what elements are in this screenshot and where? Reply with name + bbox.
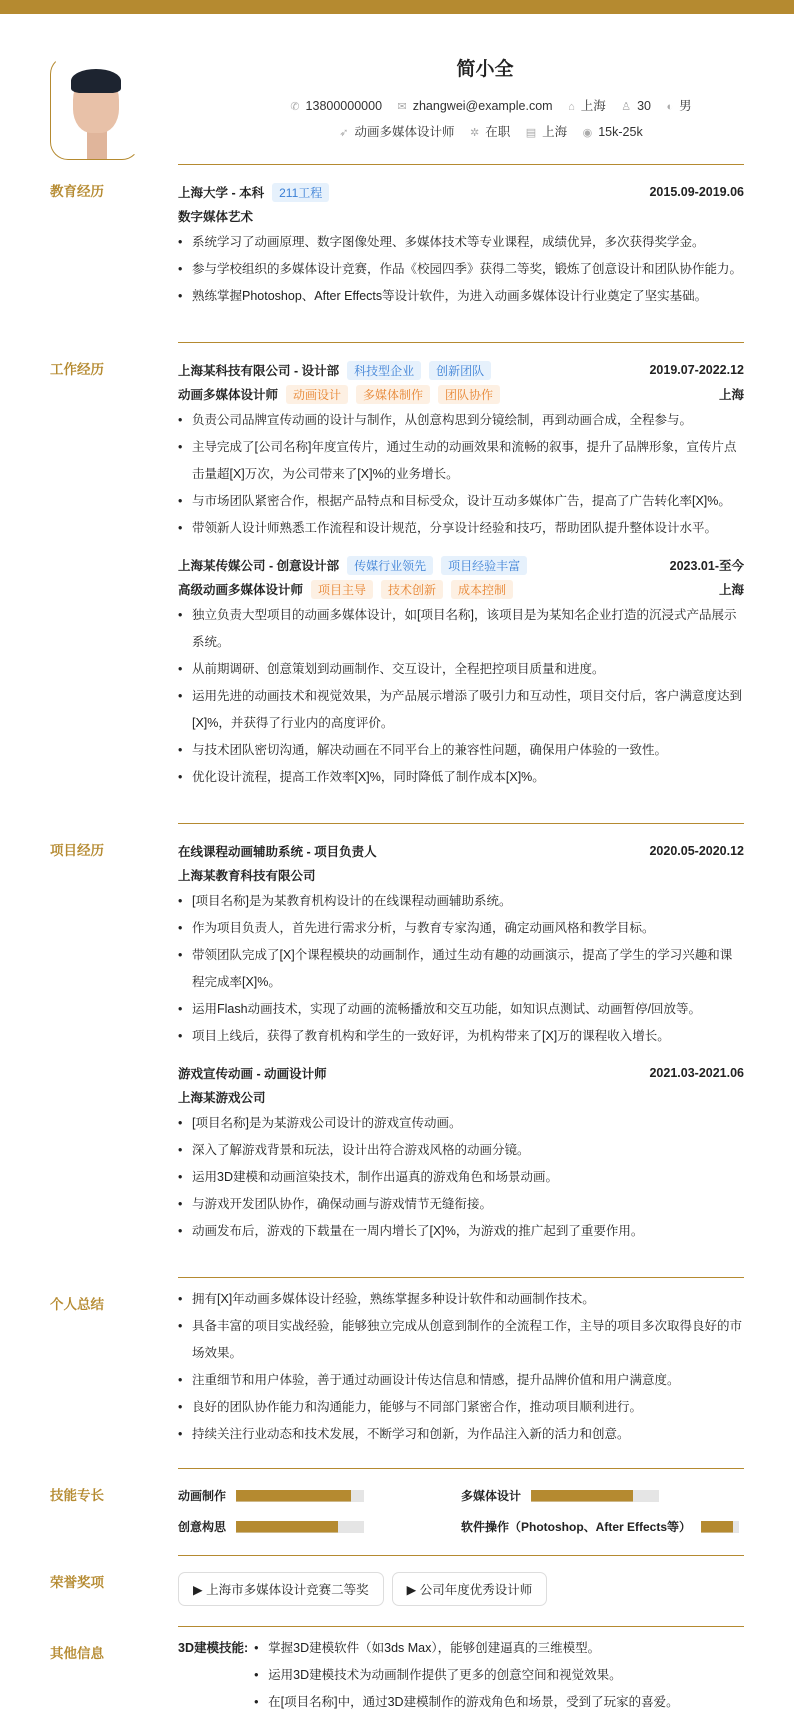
list-item: • 主导完成了[公司名称]年度宣传片，通过生动的动画效果和流畅的叙事，提升了品牌形象，宣传片点击量超[X]万次，为公司带来了[X]%的业务增长。 <box>178 434 744 488</box>
skill-bar-fill <box>701 1521 733 1533</box>
section-title: 项目经历 <box>50 843 104 858</box>
building-icon: ▤ <box>525 127 537 139</box>
skill-bar <box>236 1521 364 1533</box>
list-item: • 拥有[X]年动画多媒体设计经验，熟练掌握多种设计软件和动画制作技术。 <box>178 1286 744 1313</box>
list-item: • [项目名称]是为某游戏公司设计的游戏宣传动画。 <box>178 1110 744 1137</box>
salary-icon: ◉ <box>582 127 593 139</box>
list-item: • 独立负责大型项目的动画多媒体设计，如[项目名称]，该项目是为某知名企业打造的沉浸式产品展示系统。 <box>178 602 744 656</box>
candidate-name: 简小全 <box>456 59 514 80</box>
city: 上海 <box>718 388 744 402</box>
award-label: 公司年度优秀设计师 <box>419 1583 533 1597</box>
list-item: • 动画发布后，游戏的下载量在一周内增长了[X]%，为游戏的推广起到了重要作用。 <box>178 1218 744 1245</box>
skill-bar-fill <box>236 1490 351 1502</box>
date: 2021.03-2021.06 <box>649 1066 744 1080</box>
list-item: • 作为项目负责人，首先进行需求分析，与教育专家沟通，确定动画风格和教学目标。 <box>178 915 744 942</box>
list-item: • 带领团队完成了[X]个课程模块的动画制作，通过生动有趣的动画演示，提高了学生的学习兴趣和课程完成率[X]%。 <box>178 942 744 996</box>
skill-item <box>178 1518 461 1535</box>
other-label: 3D建模技能: <box>178 1641 249 1655</box>
city: 上海 <box>718 583 744 597</box>
tag: 多媒体制作 <box>356 385 430 404</box>
date: 2020.05-2020.12 <box>649 844 744 858</box>
list-item: • 注重细节和用户体验，善于通过动画设计传达信息和情感，提升品牌价值和用户满意度。 <box>178 1367 744 1394</box>
phone-icon: ✆ <box>290 101 300 113</box>
tag: 211工程 <box>272 183 329 202</box>
status-icon: ✲ <box>470 127 480 139</box>
resume-header <box>0 14 794 164</box>
section-title: 工作经历 <box>50 362 104 377</box>
rocket-icon: ➶ <box>339 127 349 139</box>
list-item: • 运用Flash动画技术，实现了动画的流畅播放和交互功能，如知识点测试、动画暂停/回放等。 <box>178 996 744 1023</box>
major: 数字媒体艺术 <box>178 210 254 224</box>
list-item: • 从前期调研、创意策划到动画制作、交互设计，全程把控项目质量和进度。 <box>178 656 744 683</box>
school: 上海大学 - 本科 <box>178 186 265 200</box>
home-icon: ⌂ <box>568 101 575 113</box>
projects-section <box>0 823 794 1277</box>
skill-item <box>461 1518 744 1535</box>
skill-bar-fill <box>236 1521 338 1533</box>
age-icon: ♙ <box>621 101 632 113</box>
project-entry <box>178 840 744 1050</box>
age: 30 <box>637 99 651 113</box>
list-item: • 深入了解游戏背景和玩法，设计出符合游戏风格的动画分镜。 <box>178 1137 744 1164</box>
organization: 上海某游戏公司 <box>178 1091 266 1105</box>
skill-bar <box>701 1521 739 1533</box>
section-title: 荣誉奖项 <box>50 1575 104 1590</box>
skill-bar <box>236 1490 364 1502</box>
list-item: • 参与学校组织的多媒体设计竞赛，作品《校园四季》获得二等奖，锻炼了创意设计和团队协作能力。 <box>178 256 744 283</box>
skill-name: 创意构思 <box>178 1520 227 1534</box>
list-item: • 负责公司品牌宣传动画的设计与制作，从创意构思到分镜绘制，再到动画合成，全程参与。 <box>178 407 744 434</box>
list-item: • 熟练掌握Photoshop、After Effects等设计软件，为进入动画多媒体设计行业奠定了坚实基础。 <box>178 283 744 310</box>
section-title: 技能专长 <box>50 1488 104 1503</box>
work-section <box>0 342 794 823</box>
contact-info <box>180 96 790 114</box>
tag: 创新团队 <box>429 361 491 380</box>
list-item: • 与游戏开发团队协作，确保动画与游戏情节无缝衔接。 <box>178 1191 744 1218</box>
email: zhangwei@example.com <box>412 99 553 113</box>
company: 上海某科技有限公司 - 设计部 <box>178 364 340 378</box>
skill-name: 软件操作（Photoshop、After Effects等） <box>461 1520 692 1534</box>
list-item: • 系统学习了动画原理、数字图像处理、多媒体技术等专业课程，成绩优异，多次获得奖学金。 <box>178 229 744 256</box>
list-item: • [项目名称]是为某教育机构设计的在线课程动画辅助系统。 <box>178 888 744 915</box>
section-title: 其他信息 <box>50 1646 104 1661</box>
list-item: • 与技术团队密切沟通，解决动画在不同平台上的兼容性问题，确保用户体验的一致性。 <box>178 737 744 764</box>
date: 2023.01-至今 <box>669 559 744 573</box>
tag: 传媒行业领先 <box>347 556 433 575</box>
tag: 项目经验丰富 <box>441 556 527 575</box>
award-item: ▶ 上海市多媒体设计竞赛二等奖 <box>178 1572 384 1606</box>
project-title: 在线课程动画辅助系统 - 项目负责人 <box>178 845 377 859</box>
role: 动画多媒体设计师 <box>178 388 279 402</box>
education-section <box>0 164 794 342</box>
other-section <box>0 1626 794 1736</box>
list-item: • 具备丰富的项目实战经验，能够独立完成从创意到制作的全流程工作，主导的项目多次取得良好的市场效果。 <box>178 1313 744 1367</box>
tag: 技术创新 <box>381 580 443 599</box>
gender-icon: ◐ <box>666 101 674 113</box>
email-icon: ✉ <box>397 101 407 113</box>
skill-name: 多媒体设计 <box>461 1489 522 1503</box>
city: 上海 <box>542 125 568 139</box>
skill-bar <box>531 1490 659 1502</box>
location: 上海 <box>580 99 606 113</box>
job-intent <box>180 122 790 140</box>
avatar <box>50 56 140 160</box>
list-item: • 项目上线后，获得了教育机构和学生的一致好评，为机构带来了[X]万的课程收入增长。 <box>178 1023 744 1050</box>
top-accent-bar <box>0 0 794 14</box>
list-item: • 持续关注行业动态和技术发展，不断学习和创新，为作品注入新的活力和创意。 <box>178 1421 744 1448</box>
skill-name: 动画制作 <box>178 1489 227 1503</box>
status: 在职 <box>485 125 511 139</box>
role: 高级动画多媒体设计师 <box>178 583 304 597</box>
tag: 成本控制 <box>451 580 513 599</box>
award-item: ▶ 公司年度优秀设计师 <box>392 1572 548 1606</box>
work-entry <box>178 359 744 542</box>
project-title: 游戏宣传动画 - 动画设计师 <box>178 1067 327 1081</box>
tag: 项目主导 <box>311 580 373 599</box>
list-item: • 在[项目名称]中，通过3D建模制作的游戏角色和场景，受到了玩家的喜爱。 <box>254 1689 678 1716</box>
skill-item <box>178 1487 461 1504</box>
skill-bar-fill <box>531 1490 633 1502</box>
gender: 男 <box>679 99 692 113</box>
company: 上海某传媒公司 - 创意设计部 <box>178 559 340 573</box>
list-item: • 运用3D建模技术为动画制作提供了更多的创意空间和视觉效果。 <box>254 1662 678 1689</box>
list-item: • 运用3D建模和动画渲染技术，制作出逼真的游戏角色和场景动画。 <box>178 1164 744 1191</box>
organization: 上海某教育科技有限公司 <box>178 869 316 883</box>
honors-section <box>0 1555 794 1626</box>
award-label: 上海市多媒体设计竞赛二等奖 <box>206 1583 369 1597</box>
list-item: • 运用先进的动画技术和视觉效果，为产品展示增添了吸引力和互动性，项目交付后，客户满意度达到[X]%，并获得了行业内的高度评价。 <box>178 683 744 737</box>
project-entry <box>178 1062 744 1245</box>
date: 2019.07-2022.12 <box>649 363 744 377</box>
tag: 动画设计 <box>286 385 348 404</box>
skills-section <box>0 1468 794 1555</box>
list-item: • 良好的团队协作能力和沟通能力，能够与不同部门紧密合作，推动项目顺利进行。 <box>178 1394 744 1421</box>
tag: 科技型企业 <box>347 361 421 380</box>
skill-item <box>461 1487 744 1504</box>
list-item: • 掌握3D建模软件（如3ds Max），能够创建逼真的三维模型。 <box>254 1635 678 1662</box>
phone: 13800000000 <box>305 99 383 113</box>
date: 2015.09-2019.06 <box>649 185 744 199</box>
position: 动画多媒体设计师 <box>354 125 455 139</box>
salary: 15k-25k <box>598 125 643 139</box>
tag: 团队协作 <box>438 385 500 404</box>
section-title: 个人总结 <box>50 1297 104 1312</box>
list-item: • 与市场团队紧密合作，根据产品特点和目标受众，设计互动多媒体广告，提高了广告转化率[X]%。 <box>178 488 744 515</box>
list-item: • 带领新人设计师熟悉工作流程和设计规范，分享设计经验和技巧，帮助团队提升整体设计水平。 <box>178 515 744 542</box>
work-entry <box>178 554 744 791</box>
summary-section <box>0 1277 794 1468</box>
list-item: • 优化设计流程，提高工作效率[X]%，同时降低了制作成本[X]%。 <box>178 764 744 791</box>
section-title: 教育经历 <box>50 184 104 199</box>
